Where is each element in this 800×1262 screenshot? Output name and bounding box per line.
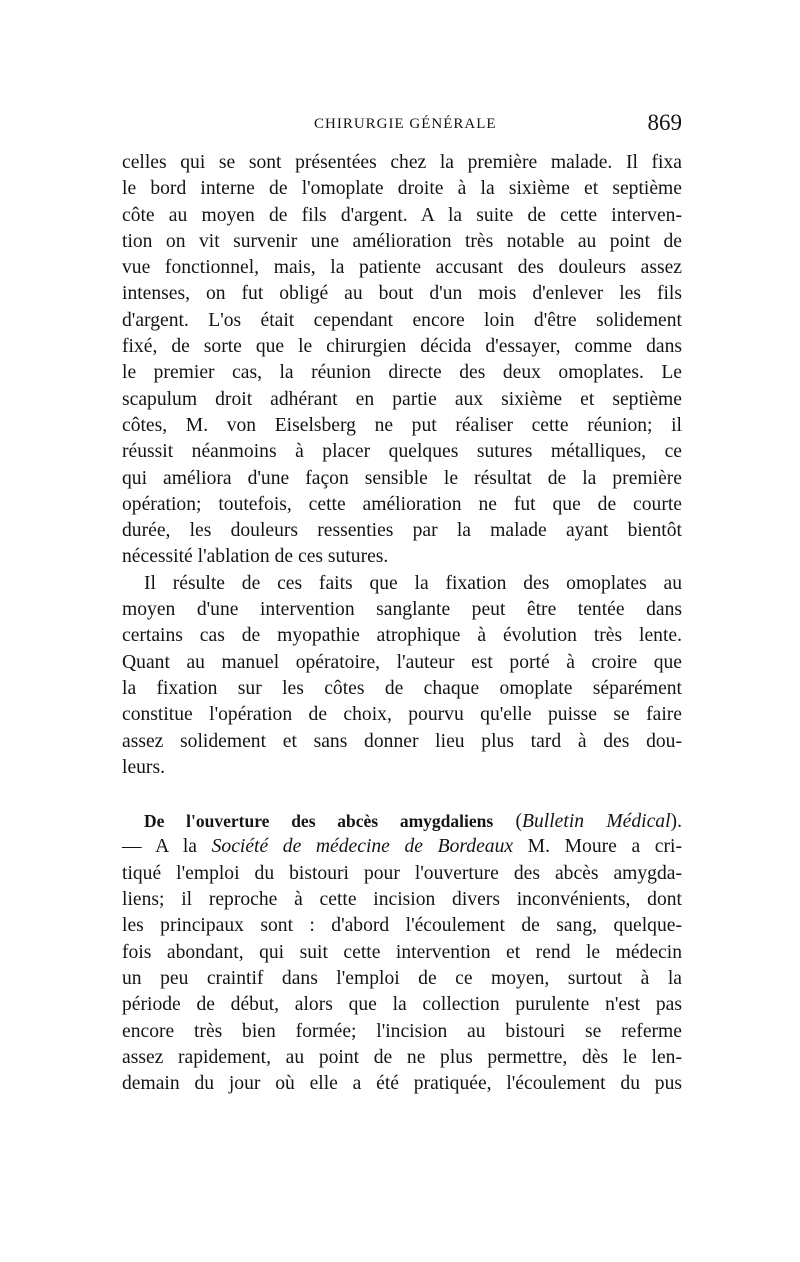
text-line: le bord interne de l'omoplate droite à la sixième et septième — [122, 178, 682, 200]
text-line: scapulum droit adhérant en partie aux sixième et septième — [122, 388, 682, 410]
page-number: 869 — [647, 110, 682, 135]
text-line: assez rapidement, au point de ne plus permettre, dès le len- — [122, 1046, 682, 1068]
paragraph-conclusion — [122, 571, 682, 781]
text-fragment: M. Moure a cri- — [513, 836, 682, 858]
text-line — [122, 834, 682, 860]
text-line: tion on vit survenir une amélioration très notable au point de — [122, 230, 682, 252]
society-name: Société de médecine de Bordeaux — [211, 836, 514, 858]
text-line: le premier cas, la réunion directe des deux omoplates. Le — [122, 362, 682, 384]
text-line: période de début, alors que la collection purulente n'est pas — [122, 994, 682, 1016]
running-title: CHIRURGIE GÉNÉRALE — [314, 116, 497, 132]
text-line: demain du jour où elle a été pratiquée, l'écoulement du pus — [122, 1073, 682, 1095]
text-line: réussit néanmoins à placer quelques sutures métalliques, ce — [122, 441, 682, 463]
section-gap — [122, 781, 682, 808]
text-line: Quant au manuel opératoire, l'auteur est porté à croire que — [122, 651, 682, 673]
paragraph-continued — [122, 150, 682, 571]
source-close: ). — [670, 811, 682, 833]
text-line: côte au moyen de fils d'argent. A la suite de cette interven- — [122, 204, 682, 226]
text-line: qui améliora d'une façon sensible le résultat de la première — [122, 467, 682, 489]
text-line: assez solidement et sans donner lieu plus tard à des dou- — [122, 730, 682, 752]
text-line: côtes, M. von Eiselsberg ne put réaliser cette réunion; il — [122, 414, 682, 436]
text-line: la fixation sur les côtes de chaque omoplate séparément — [122, 677, 682, 699]
text-line: intenses, on fut obligé au bout d'un mois d'enlever les fils — [122, 283, 682, 305]
text-line: durée, les douleurs ressenties par la malade ayant bientôt — [122, 520, 682, 542]
text-line: Il résulte de ces faits que la fixation des omoplates au — [144, 572, 682, 594]
text-line: fois abondant, qui suit cette intervention et rend le médecin — [122, 941, 682, 963]
article-abces-amygdaliens — [122, 808, 682, 1097]
text-line: fixé, de sorte que le chirurgien décida d'essayer, comme dans — [122, 336, 682, 358]
text-line: opération; toutefois, cette amélioration ne fut que de courte — [122, 493, 682, 515]
text-line: celles qui se sont présentées chez la première malade. Il fixa — [122, 152, 682, 173]
text-fragment: — A la — [122, 836, 212, 858]
text-line: vue fonctionnel, mais, la patiente accusant des douleurs assez — [122, 257, 682, 279]
text-line: les principaux sont : d'abord l'écoulement de sang, quelque- — [122, 915, 682, 937]
source-journal: Bulletin Médical — [522, 811, 671, 833]
source-open: ( — [515, 811, 523, 833]
text-line: moyen d'une intervention sanglante peut être tentée dans — [122, 599, 682, 621]
text-line: tiqué l'emploi du bistouri pour l'ouverture des abcès amygda- — [122, 862, 682, 884]
running-head — [122, 112, 682, 142]
text-line: nécessité l'ablation de ces sutures. — [122, 546, 389, 568]
text-line: un peu craintif dans l'emploi de ce moyen, surtout à la — [122, 967, 682, 989]
text-line: d'argent. L'os était cependant encore loin d'être solidement — [122, 309, 682, 331]
text-line: constitue l'opération de choix, pourvu qu'elle puisse se faire — [122, 704, 682, 726]
article-heading-line — [122, 808, 682, 834]
text-line: leurs. — [122, 756, 165, 778]
text-line: liens; il reproche à cette incision divers inconvénients, dont — [122, 889, 682, 911]
text-line: encore très bien formée; l'incision au bistouri se referme — [122, 1020, 682, 1042]
text-line: certains cas de myopathie atrophique à évolution très lente. — [122, 625, 682, 647]
body-text — [122, 150, 682, 1097]
article-heading: De l'ouverture des abcès amygdaliens — [144, 811, 494, 832]
